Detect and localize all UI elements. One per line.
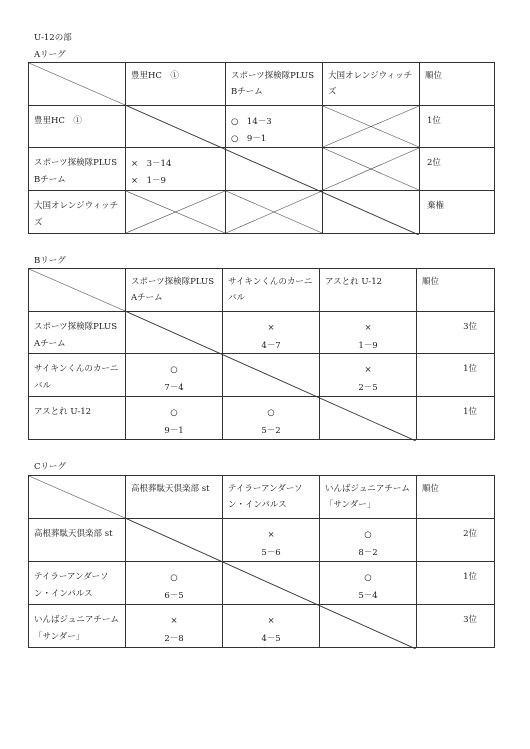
col-header-label: 豊里HC ①: [131, 71, 179, 81]
result-text: × 4－7: [261, 323, 281, 351]
rank-value: 棄権: [427, 201, 445, 211]
rank-cell: [417, 605, 495, 648]
league-b-self-diagonal: [125, 311, 416, 441]
col-header-label: テイラーアンダーソン・インパルス: [228, 484, 303, 511]
team-name-cell: [29, 397, 126, 440]
league-a-col-header: [323, 63, 420, 106]
col-header-label: 大国オレンジウィッチズ: [328, 71, 413, 98]
league-c-corner: [29, 476, 126, 519]
corner-diagonal: [29, 63, 125, 105]
rank-cell: [417, 397, 495, 440]
rank-value: 3位: [463, 322, 477, 332]
result-text: ○ 8－2: [358, 530, 378, 558]
rank-cell: [420, 191, 495, 234]
league-a-header-row: [29, 63, 495, 106]
col-header-label: サイキンくんのカーニバル: [228, 277, 313, 304]
team-name-cell: [29, 312, 126, 354]
result-text: × 4－5: [261, 616, 281, 644]
result-text: ○ 9－1: [164, 408, 184, 436]
league-a-title: Aリーグ: [34, 50, 66, 60]
league-a-self-diagonal: [125, 105, 419, 235]
rank-value: 1位: [463, 364, 477, 374]
team-name-cell: [29, 519, 126, 562]
team-name: 高根葬駄天倶楽部 st: [34, 529, 113, 539]
league-b-col-header: [126, 269, 223, 312]
rank-header-label: 順位: [422, 277, 440, 287]
result-text: ○ 6－5: [164, 573, 184, 601]
rank-value: 1位: [463, 572, 477, 582]
rank-cell: [417, 354, 495, 397]
col-header-label: 高根葬駄天倶楽部 st: [131, 484, 210, 494]
rank-value: 2位: [427, 158, 441, 168]
league-c-title: Cリーグ: [34, 462, 67, 472]
rank-cell: [420, 106, 495, 148]
result-text: ○ 5－2: [261, 408, 281, 436]
col-header-label: いんばジュニアチーム「サンダー」: [325, 484, 410, 511]
col-header-label: アスとれ U-12: [325, 277, 383, 287]
result-text: × 3－14 × 1－9: [131, 159, 172, 186]
rank-header-label: 順位: [425, 71, 443, 81]
league-c-col-header: [223, 476, 320, 519]
team-name: 大国オレンジウィッチズ: [34, 201, 119, 229]
result-text: ○ 5－4: [358, 573, 378, 601]
league-b-title: Bリーグ: [34, 256, 66, 266]
league-b-header-row: [29, 269, 495, 312]
result-text: × 1－9: [358, 323, 378, 351]
team-name-cell: [29, 354, 126, 397]
league-b-corner: [29, 269, 126, 312]
league-b-col-header: [320, 269, 417, 312]
result-text: × 2－8: [164, 616, 184, 644]
rank-value: 2位: [463, 529, 477, 539]
result-text: ○ 7－4: [164, 365, 184, 393]
corner-diagonal: [29, 476, 125, 518]
team-name-cell: [29, 562, 126, 605]
league-a-corner: [29, 63, 126, 106]
team-name: スポーツ探検隊PLUS Aチーム: [34, 322, 118, 350]
rank-value: 1位: [427, 116, 441, 126]
league-a-rank-header: [420, 63, 495, 106]
league-c-col-header: [126, 476, 223, 519]
team-name: サイキンくんのカーニバル: [34, 364, 119, 392]
rank-value: 3位: [463, 615, 477, 625]
league-c-self-diagonal: [125, 518, 416, 649]
rank-cell: [420, 148, 495, 191]
rank-cell: [417, 312, 495, 354]
result-text: × 2－5: [358, 365, 378, 393]
league-c-rank-header: [417, 476, 495, 519]
league-c-col-header: [320, 476, 417, 519]
team-name-cell: [29, 106, 126, 148]
corner-diagonal: [29, 269, 125, 311]
team-name: いんばジュニアチーム「サンダー」: [34, 615, 119, 643]
team-name: 豊里HC ①: [34, 116, 82, 126]
team-name-cell: [29, 605, 126, 648]
team-name: テイラーアンダーソン・インパルス: [34, 572, 109, 600]
team-name-cell: [29, 191, 126, 234]
league-b-col-header: [223, 269, 320, 312]
rank-value: 1位: [463, 407, 477, 417]
col-header-label: スポーツ探検隊PLUS Aチーム: [131, 277, 215, 304]
league-c-header-row: [29, 476, 495, 519]
team-name: アスとれ U-12: [34, 407, 92, 417]
league-b-rank-header: [417, 269, 495, 312]
rank-header-label: 順位: [422, 484, 440, 494]
team-name: スポーツ探検隊PLUS Bチーム: [34, 158, 118, 186]
league-a-col-header: [226, 63, 323, 106]
league-a-col-header: [126, 63, 226, 106]
result-text: ○ 14－3 ○ 9－1: [231, 117, 272, 144]
result-text: × 5－6: [261, 530, 281, 558]
rank-cell: [417, 519, 495, 562]
team-name-cell: [29, 148, 126, 191]
rank-cell: [417, 562, 495, 605]
section-title: U-12の部: [34, 33, 72, 43]
col-header-label: スポーツ探検隊PLUS Bチーム: [231, 71, 315, 98]
